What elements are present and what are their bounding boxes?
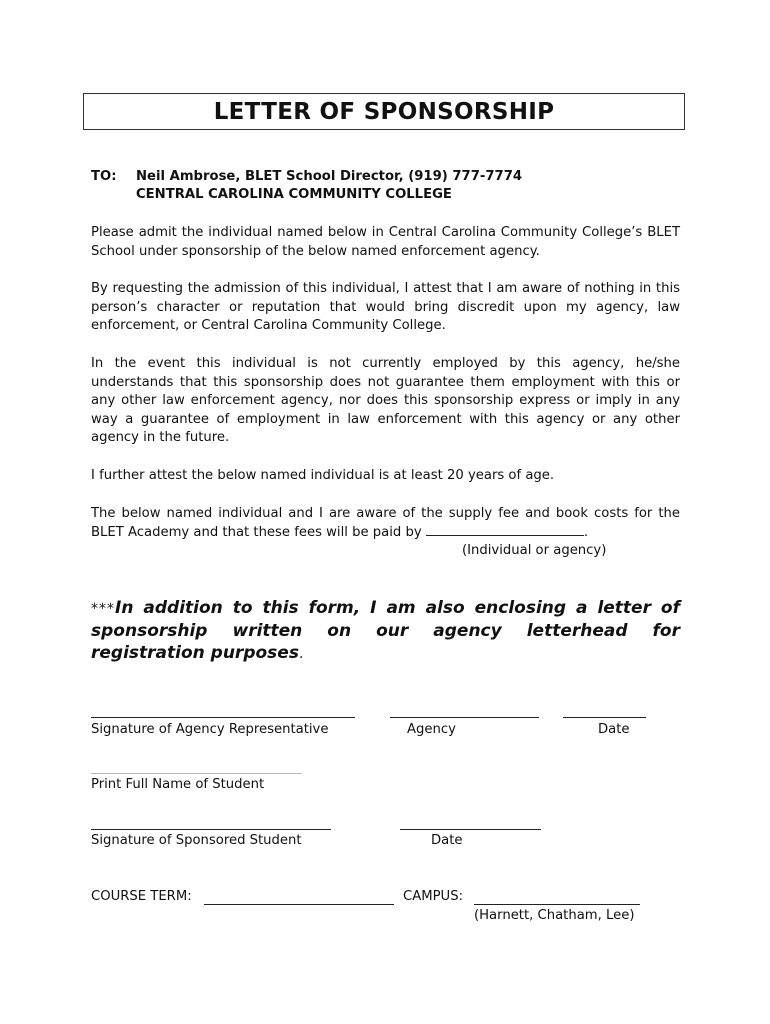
date-label-1: Date	[598, 722, 630, 737]
note-stars: ***	[91, 601, 115, 617]
recipient-name: Neil Ambrose, BLET School Director, (919) 777-7774	[136, 169, 523, 184]
document-title: LETTER OF SPONSORSHIP	[83, 93, 685, 130]
date-line-1[interactable]	[563, 717, 646, 718]
course-term-label: COURSE TERM:	[91, 889, 192, 904]
course-term-field[interactable]	[204, 904, 394, 905]
agency-rep-signature-line[interactable]	[91, 717, 355, 718]
note-period: .	[298, 646, 304, 662]
fees-period: .	[583, 524, 589, 540]
paragraph-employment: In the event this individual is not currently employed by this agency, he/she understands that this sponsorship does not guarantee them employment with this or any other law enforcement agency, nor does this sponsorship express or imply in any way a guarantee of employment in law enforcement with this agency or any other agency in the future.	[91, 356, 680, 446]
fees-payer-field[interactable]	[426, 535, 584, 536]
agency-line[interactable]	[390, 717, 539, 718]
note-text: In addition to this form, I am also enclosing a letter of sponsorship written on our agency letterhead for registration purposes	[91, 598, 680, 663]
recipient-block	[91, 168, 522, 204]
fees-payer-hint: (Individual or agency)	[462, 543, 607, 558]
date-label-2: Date	[431, 833, 463, 848]
paragraph-admission: Please admit the individual named below in Central Carolina Community College’s BLET School under sponsorship of the below named enforcement agency.	[91, 225, 680, 259]
recipient-college: CENTRAL CAROLINA COMMUNITY COLLEGE	[136, 187, 452, 202]
paragraph-age: I further attest the below named individual is at least 20 years of age.	[91, 468, 555, 483]
student-name-label: Print Full Name of Student	[91, 777, 265, 792]
student-signature-line[interactable]	[91, 829, 331, 830]
agency-rep-signature-label: Signature of Agency Representative	[91, 722, 329, 737]
paragraph-fees	[91, 505, 680, 542]
paragraph-attestation: By requesting the admission of this individual, I attest that I am aware of nothing in this person’s character or reputation that would bring discredit upon my agency, law enforcement, or Central Carolina Community College.	[91, 281, 680, 334]
student-name-line[interactable]	[91, 773, 302, 774]
campus-hint: (Harnett, Chatham, Lee)	[474, 908, 635, 923]
letterhead-note	[91, 597, 680, 665]
campus-field[interactable]	[474, 904, 640, 905]
agency-label: Agency	[407, 722, 456, 737]
fees-text: The below named individual and I are aware of the supply fee and book costs for the BLET Academy and that these fees will be paid by	[91, 506, 680, 540]
student-signature-label: Signature of Sponsored Student	[91, 833, 302, 848]
date-line-2[interactable]	[400, 829, 541, 830]
to-label: TO:	[91, 169, 117, 184]
campus-label: CAMPUS:	[403, 889, 464, 904]
